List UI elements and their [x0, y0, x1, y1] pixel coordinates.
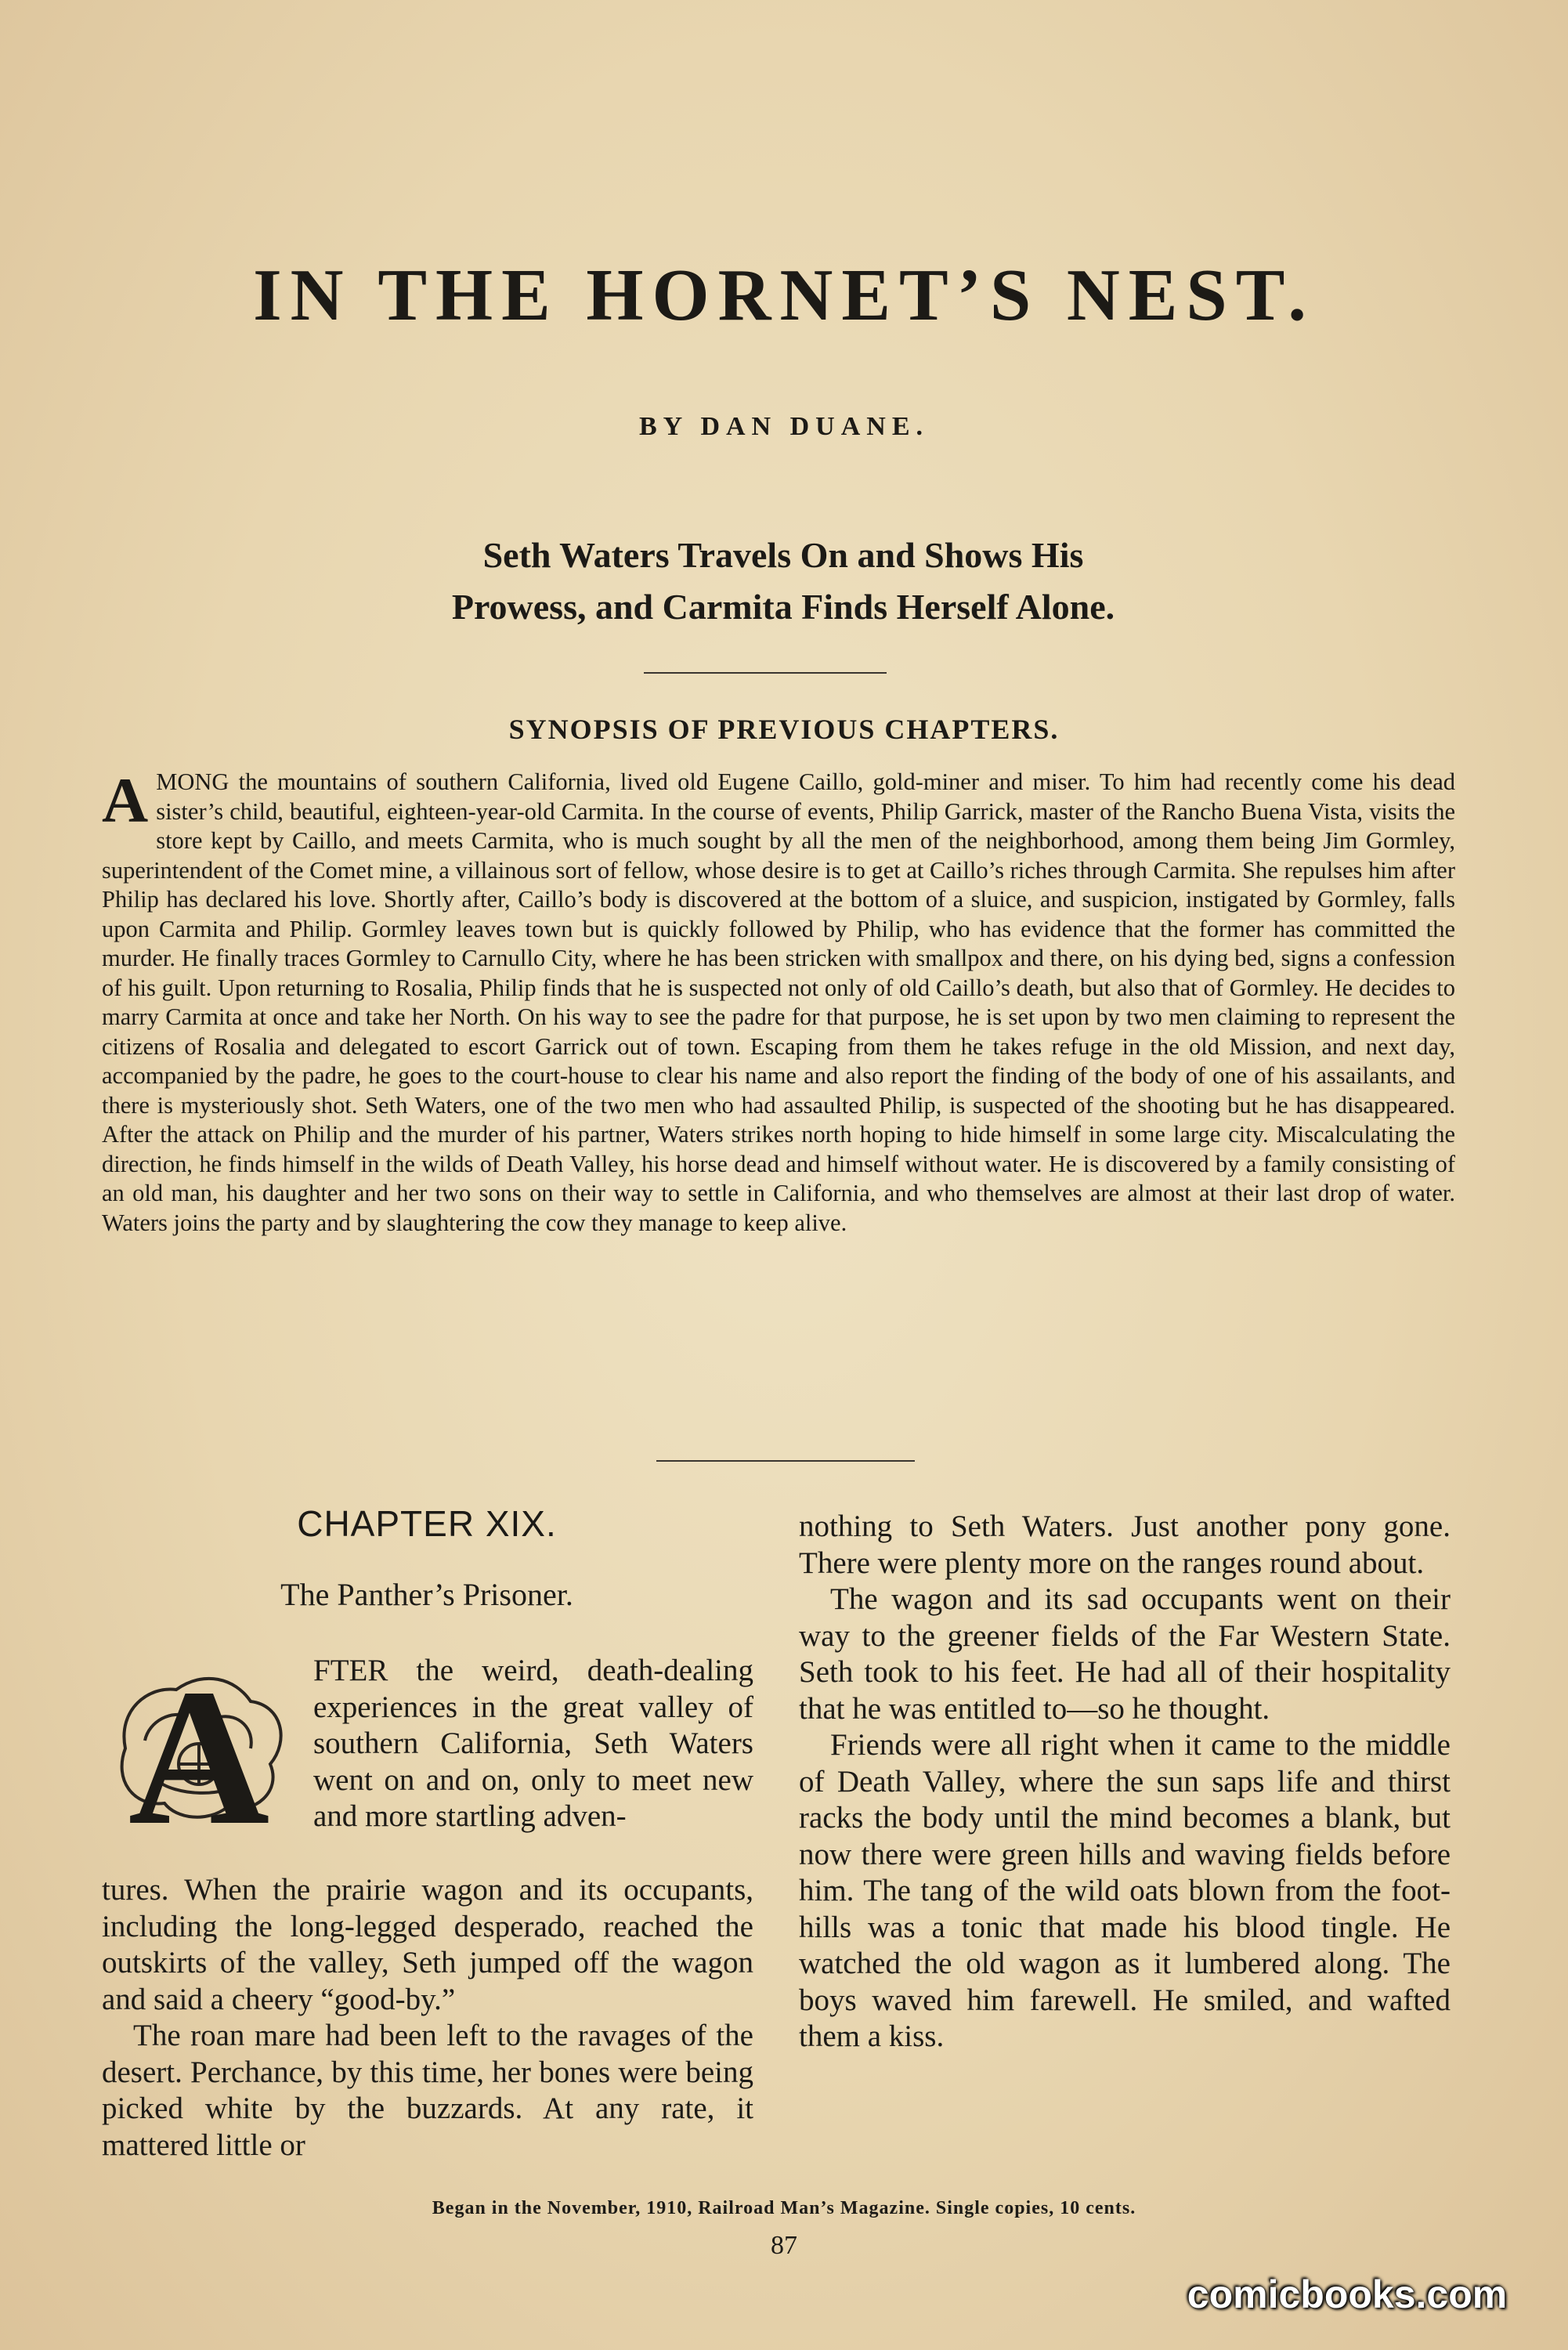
paragraph: The wagon and its sad occupants went on their way to the greener fields of the Far Western State. Seth took to his feet. He had all of their hospitality that he was entitled to—so he thought. — [799, 1582, 1451, 1726]
synopsis-heading: SYNOPSIS OF PREVIOUS CHAPTERS. — [508, 714, 1060, 745]
divider — [644, 672, 887, 674]
paragraph: tures. When the prairie wagon and its occupants, including the long-legged desperado, reached the outskirts of the valley, Seth jumped off the wagon and said a cheery “good-by.” — [102, 1873, 753, 2016]
paragraph: The roan mare had been left to the ravages of the desert. Perchance, by this time, her bones were being picked white by the buzzards. At any rate, it mattered little or — [102, 2019, 753, 2162]
paragraph: Friends were all right when it came to the middle of Death Valley, where the sun saps life and thirst racks the body until the mind becomes a blank, but now there were green hills and waving fields before him. The tang of the wild oats blown from the foot-hills was a tonic that made his blood tingle. He watched the old wagon as it lumbered along. The boys waved him farewell. He smiled, and wafted them a kiss. — [799, 1728, 1451, 2053]
divider — [656, 1460, 915, 1462]
article-title: IN THE HORNET’S NEST. — [253, 255, 1315, 336]
chapter-dropcap-letter: A — [128, 1654, 270, 1831]
article-subtitle — [313, 530, 1253, 633]
subtitle-line-2: Prowess, and Carmita Finds Herself Alone. — [451, 587, 1115, 627]
synopsis-smallcaps: MONG — [156, 768, 229, 795]
synopsis-dropcap: A — [102, 765, 149, 836]
footer-note: Began in the November, 1910, Railroad Man’s Magazine. Single copies, 10 cents. — [432, 2198, 1136, 2218]
chapter-left-top — [313, 1653, 753, 1835]
synopsis-text — [102, 765, 1455, 1238]
chapter-right-column — [799, 1509, 1451, 2055]
chapter-left-column — [102, 1872, 753, 2164]
paragraph: nothing to Seth Waters. Just another pony gone. There were plenty more on the ranges round about. — [799, 1509, 1451, 1580]
chapter-title: The Panther’s Prisoner. — [280, 1577, 573, 1612]
byline: BY DAN DUANE. — [638, 412, 930, 441]
synopsis-body: the mountains of southern California, lived old Eugene Caillo, gold-miner and miser. To him had recently come his dead sister’s child, beautiful, eighteen-year-old Carmita. In the course of events, Philip Garrick, master of the Rancho Buena Vista, visits the store kept by Caillo, and meets Carmita, who is much sought by all the men of the neighborhood, among them being Jim Gormley, superintendent of the Comet mine, a villainous sort of fellow, whose desire is to get at Caillo’s riches through Carmita. She repulses him after Philip has declared his love. Shortly after, Caillo’s body is discovered at the bottom of a sluice, and suspicion, instigated by Gormley, falls upon Carmita and Philip. Gormley leaves town but is quickly followed by Philip, who has evidence that the former has committed the murder. He finally traces Gormley to Carnullo City, where he has been stricken with smallpox and there, on his dying bed, signs a confession of his guilt. Upon returning to Rosalia, Philip finds that he is suspected not only of old Caillo’s death, but also that of Gormley. He decides to marry Carmita at once and take her North. On his way to see the padre for that purpose, he is set upon by two men claiming to represent the citizens of Rosalia and delegated to escort Garrick out of town. Escaping from them he takes refuge in the old Mission, and next day, accompanied by the padre, he goes to the court-house to clear his name and also report the finding of the body of one of his assailants, and there is mysteriously shot. Seth Waters, one of the two men who had assaulted Philip, is suspected of the shooting but he has disappeared. After the attack on Philip and the murder of his partner, Waters strikes north hoping to hide himself in some large city. Miscalculating the direction, he finds himself in the wilds of Death Valley, his horse dead and himself without water. He is discovered by a family consisting of an old man, his daughter and her two sons on their way to settle in California, and who themselves are almost at their last drop of water. Waters joins the party and by slaughtering the cow they manage to keep alive. — [102, 768, 1455, 1236]
ornamental-dropcap — [102, 1654, 296, 1831]
paragraph: FTER the weird, death-dealing experiences in the great valley of southern California, Seth Waters went on and on, only to meet new and more startling adven- — [313, 1654, 753, 1833]
chapter-number: CHAPTER XIX. — [297, 1503, 557, 1544]
watermark: comicbooks.com — [1187, 2272, 1508, 2316]
subtitle-line-1: Seth Waters Travels On and Shows His — [482, 535, 1084, 575]
page-number: 87 — [771, 2231, 797, 2260]
